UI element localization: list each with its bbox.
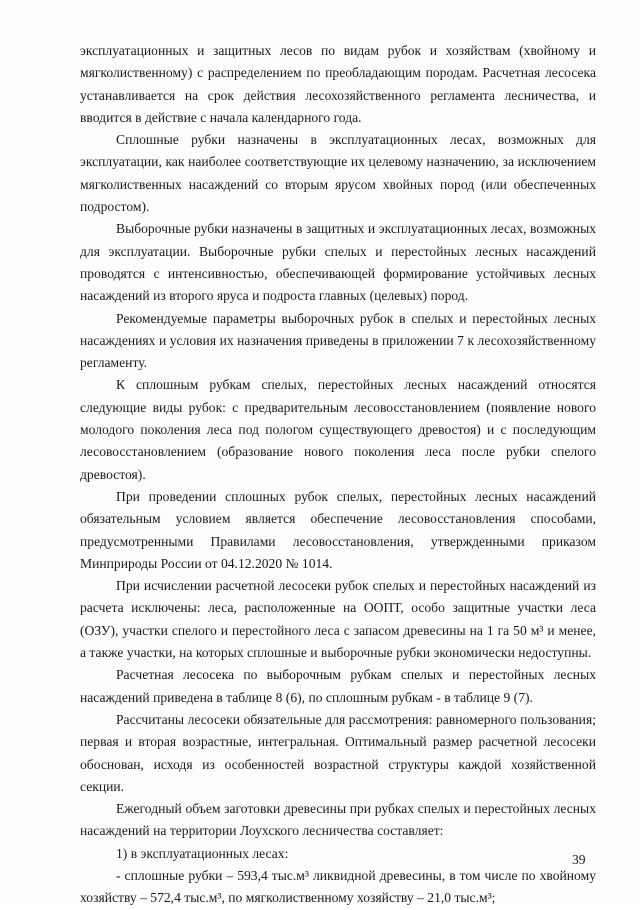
page-number: 39 xyxy=(572,852,586,867)
body-text xyxy=(80,40,596,910)
paragraph-exclusions: При исчислении расчетной лесосеки рубок спелых и перестойных насаждений из расчета исключены: леса, расположенные на ООПТ, особо защитные участки леса (ОЗУ), участки спелого и перестойного леса с запасом древесины на 1 га 50 м³ и менее, а также участки, на которых сплошные и выборочные рубки экономически недоступны. xyxy=(80,578,596,661)
paragraph-calculated-cutting-areas: Рассчитаны лесосеки обязательные для рассмотрения: равномерного пользования; первая и вторая возрастные, интегральная. Оптимальный размер расчетной лесосеки обоснован, исходя из особенностей возрастной структуры каждой хозяйственной секции. xyxy=(80,711,596,794)
list-item-clear-cutting-volume: - сплошные рубки – 593,4 тыс.м³ ликвидной древесины, в том числе по хвойному хозяйству – 572,4 тыс.м³, по мягколиственному хозяйству – 21,0 тыс.м³; xyxy=(80,867,596,906)
paragraph-continuation: эксплуатационных и защитных лесов по видам рубок и хозяйствам (хвойному и мягколиственному) с распределением по преобладающим породам. Расчетная лесосека устанавливается на срок действия лесохозяйственного регламента лесничества, и вводится в действие с начала календарного года. xyxy=(80,43,596,125)
paragraph-clear-cutting: Сплошные рубки назначены в эксплуатационных лесах, возможных для эксплуатации, как наиболее соответствующие их целевому назначению, за исключением мягколиственных насаждений со вторым ярусом хвойных пород (или обеспеченных подростом). xyxy=(80,132,596,215)
paragraph-recommended-parameters: Рекомендуемые параметры выборочных рубок в спелых и перестойных лесных насаждениях и условия их назначения приведены в приложении 7 к лесохозяйственному регламенту. xyxy=(80,310,596,371)
paragraph-annual-volume: Ежегодный объем заготовки древесины при рубках спелых и перестойных лесных насаждений на территории Лоухского лесничества составляет: xyxy=(80,801,596,839)
paragraph-reforestation-condition: При проведении сплошных рубок спелых, перестойных лесных насаждений обязательным условием является обеспечение лесовосстановления способами, предусмотренными Правилами лесовосстановления, утвержденными приказом Минприроды России от 04.12.2020 № 1014. xyxy=(80,488,596,571)
paragraph-selective-cutting: Выборочные рубки назначены в защитных и эксплуатационных лесах, возможных для эксплуатации. Выборочные рубки спелых и перестойных лесных насаждений проводятся с интенсивностью, обеспечивающей формирование устойчивых лесных насаждений из второго яруса и подроста главных (целевых) пород. xyxy=(80,221,596,304)
paragraph-tables-reference: Расчетная лесосека по выборочным рубкам спелых и перестойных лесных насаждений приведена в таблице 8 (6), по сплошным рубкам - в таблице 9 (7). xyxy=(80,667,596,705)
list-item-operational-forests: 1) в эксплуатационных лесах: xyxy=(116,845,289,861)
paragraph-clear-cutting-types: К сплошным рубкам спелых, перестойных лесных насаждений относятся следующие виды рубок: с предварительным лесовосстановлением (появление нового молодого поколения леса под пологом существующего древостоя) и с последующим лесовосстановлением (образование нового поколения леса после рубки спелого древостоя). xyxy=(80,377,596,482)
